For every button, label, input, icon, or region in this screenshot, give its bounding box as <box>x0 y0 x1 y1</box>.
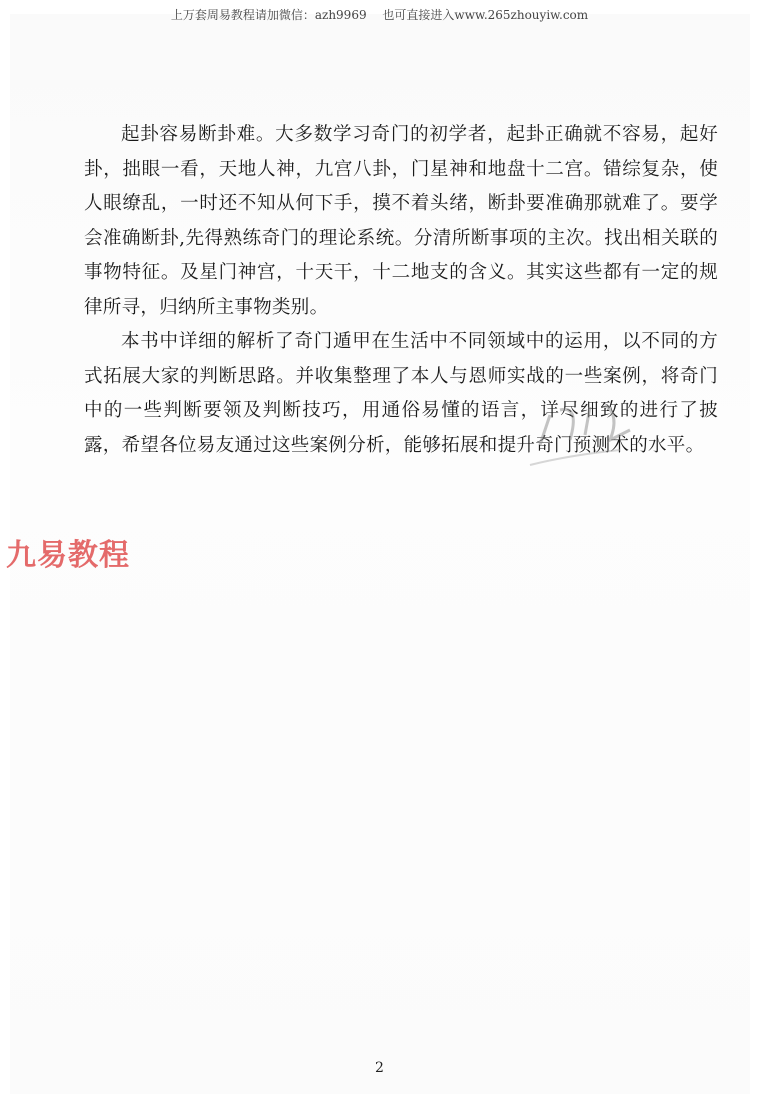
brand-logo: 九易教程 <box>6 538 130 573</box>
paragraph-2: 本书中详细的解析了奇门遁甲在生活中不同领域中的运用，以不同的方式拓展大家的判断思路。并收集整理了本人与恩师实战的一些案例，将奇门中的一些判断要领及判断技巧，用通俗易懂的语言，详尽细致的进行了披露，希望各位易友通过这些案例分析，能够拓展和提升奇门预测术的水平。 <box>84 331 718 456</box>
paragraph-1: 起卦容易断卦难。大多数学习奇门的初学者，起卦正确就不容易，起好卦，拙眼一看，天地人神，九宫八卦，门星神和地盘十二宫。错综复杂，使人眼缭乱，一时还不知从何下手，摸不着头绪，断卦要准确那就难了。要学会准确断卦,先得熟练奇门的理论系统。分清所断事项的主次。找出相关联的事物特征。及星门神宫，十天干，十二地支的含义。其实这些都有一定的规律所寻，归纳所主事物类别。 <box>84 124 718 318</box>
body-text <box>84 118 718 463</box>
page-number: 2 <box>375 1060 384 1076</box>
banner-wechat-text: 上万套周易教程请加微信：azh9969 <box>170 8 367 22</box>
banner-website-text: 也可直接进入www.265zhouyiw.com <box>382 8 589 22</box>
header-banner <box>0 6 759 23</box>
